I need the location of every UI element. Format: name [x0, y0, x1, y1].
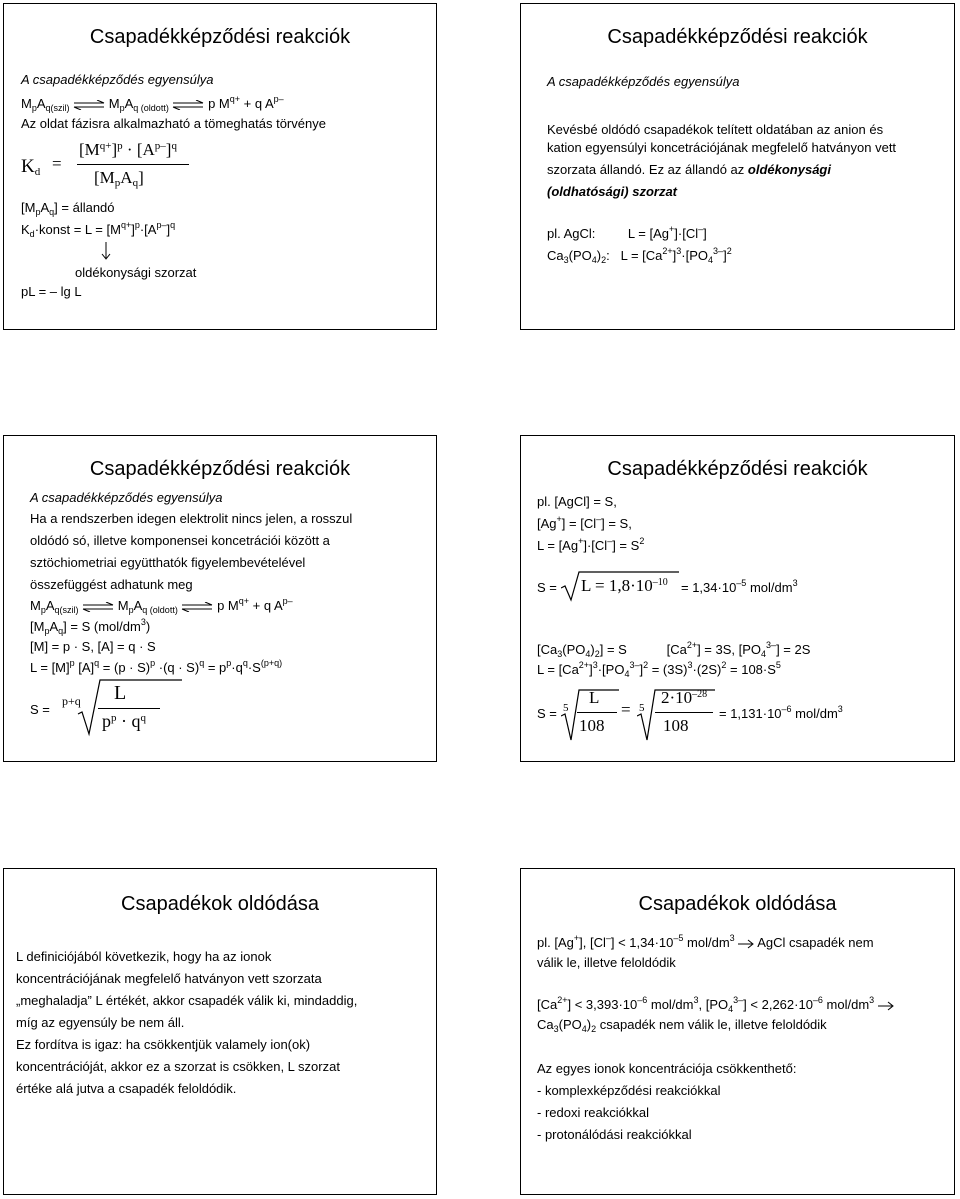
s-label: S =: [537, 580, 557, 595]
equilibrium-equation: $M_pA_{q(szil)}$ $M_pA_{q (oldott)}$ p $M^{q+} + q$ $A^{p-}$: [30, 596, 293, 615]
example-line: válik le, illetve feloldódik: [537, 955, 676, 970]
radical-index: 5: [639, 702, 645, 714]
formula-numerator: L: [114, 682, 127, 704]
equals-sign: =: [52, 154, 62, 173]
paragraph-line: (oldhatósági) szorzat: [547, 184, 678, 199]
paragraph-line: Ha a rendszerben idegen elektrolit nincs jelen, a rosszul: [30, 511, 353, 526]
concentration-line: $[M_pA_q] = S$ $(mol/dm^3)$: [30, 617, 151, 636]
slide-title: Csapadékképződési reakciók: [607, 458, 868, 480]
ion-concentration-line: [M] = p · S, [A] = q · S: [30, 639, 156, 654]
list-item: - redoxi reakciókkal: [537, 1105, 649, 1120]
ion-line: [Ag+] = [Cl–] = S,: [537, 514, 632, 531]
example-line: $[Ca^{2+}] < 3,393\cdot 10^{-6}$ mol/$dm^3$, $[PO_4^{3-}] < 2,262\cdot 10^{-6}$ mol/$dm^3$: [537, 997, 894, 1013]
pl-line: pL = – lg L: [21, 284, 82, 299]
paragraph-line: „meghaladja” L értékét, akkor csapadék válik ki, mindaddig,: [16, 993, 358, 1008]
ca3po42-line: $[Ca_3(PO_4)_2] = S$ $[Ca^{2+}] = 3S$, $[PO_4^{3-}] = 2S$: [537, 640, 811, 659]
list-item: - protonálódási reakciókkal: [537, 1127, 692, 1142]
l-line: $L = [Ag^+]\cdot[Cl^-] = S^2$: [537, 536, 645, 553]
radical-index: p+q: [62, 694, 81, 708]
formula-denominator: 108: [579, 716, 605, 735]
paragraph-line: koncentrációját, akkor ez a szorzat is csökken, L szorzat: [16, 1059, 340, 1074]
fraction-line: [655, 712, 713, 713]
slide-title: Csapadékok oldódása: [121, 893, 319, 915]
equilibrium-equation: $M_pA_{q(szil)}$ $M_pA_{q (oldott)}$ p $M^{q+} + q$ $A^{p-}$: [21, 94, 284, 113]
law-text: Az oldat fázisra alkalmazható a tömeghatás törvénye: [21, 116, 326, 131]
formula-denominator: 108: [663, 716, 689, 735]
slide-title: Csapadékképződési reakciók: [607, 26, 868, 48]
s-formula: $L = 1,8\cdot 10^{-10}$: [581, 576, 668, 595]
slide-title: Csapadékok oldódása: [638, 893, 837, 915]
equals-sign: =: [621, 700, 631, 719]
paragraph-line: L definiciójából következik, hogy ha az ionok: [16, 949, 272, 964]
paragraph-line: Ez fordítva is igaz: ha csökkentjük valamely ion(ok): [16, 1037, 311, 1052]
slide-4: [520, 435, 955, 762]
ca3po42-l-line: $L = [Ca^{2+}]^3\cdot[PO_4^{3-}]^2 = (3S)^3\cdot(2S)^2 = 108\cdot S^5$: [537, 660, 781, 679]
arrow-right-icon: [738, 939, 754, 949]
slide-title: Csapadékképződési reakciók: [89, 458, 351, 480]
radical-index: 5: [563, 702, 569, 714]
solubility-product-label: oldékonysági szorzat: [75, 265, 197, 280]
s-result: = $1,34\cdot 10^{-5}$ mol/$dm^3$: [681, 578, 798, 595]
paragraph-line: összefüggést adhatunk meg: [30, 577, 193, 592]
fraction-line: [98, 708, 160, 709]
solubility-product-line: $L = [M]^p$ $[A]^q = (p \cdot S)^p \cdot(q \cdot S)^q = p^p\cdot q^q\cdot S^{(p+q)}$: [30, 658, 283, 675]
paragraph-line: oldódó só, illetve komponensei koncetrációi között a: [30, 533, 330, 548]
slide-title: Csapadékképződési reakciók: [89, 26, 351, 48]
s2-label: S =: [537, 706, 557, 721]
paragraph-line: míg az egyensúly be nem áll.: [16, 1015, 185, 1030]
equilibrium-arrow-icon: [172, 100, 204, 110]
formula-numerator: L: [589, 688, 600, 707]
list-title: Az egyes ionok koncentrációja csökkenthető:: [537, 1061, 797, 1076]
equilibrium-arrow-icon: [82, 602, 114, 612]
example-line: pl. [AgCl] = S,: [537, 494, 617, 509]
paragraph-line: szorzata állandó. Ez az állandó az oldékonysági: [547, 162, 831, 177]
slide-6: [520, 868, 955, 1195]
s2-result: = $1,131\cdot 10^{-6}$ mol/$dm^3$: [719, 704, 843, 721]
down-arrow-icon: [100, 242, 112, 260]
paragraph-line: koncentrációjának megfelelő hatványon vett szorzata: [16, 971, 322, 986]
example-ca3po42: $Ca_3(PO_4)_2$: $L = [Ca^{2+}]^3\cdot[PO_4^{3-}]^2$: [547, 246, 732, 265]
kd-symbol: $K_d$: [21, 156, 41, 178]
konst-line: $K_d\cdot konst = L = [M^{q+}]^p\cdot[A^{p-}]^q$: [21, 220, 176, 239]
slide-1: [3, 3, 437, 330]
constant-line: $[M_pA_q]$ = állandó: [21, 200, 115, 217]
slide-subtitle: A csapadékképződés egyensúlya: [30, 490, 223, 505]
example-line: $Ca_3(PO_4)_2$ csapadék nem válik le, illetve feloldódik: [537, 1017, 827, 1034]
formula-denominator: $p^p \cdot q^q$: [102, 711, 146, 731]
list-item: - komplexképződési reakciókkal: [537, 1083, 721, 1098]
slide-3: [3, 435, 437, 762]
example-line: pl. [Ag+], $[Cl^-] < 1,34\cdot 10^{-5}$ mol/$dm^3$ AgCl csapadék nem: [537, 933, 874, 950]
slide-subtitle: A csapadékképződés egyensúlya: [21, 72, 214, 87]
example-agcl: pl. AgCl: L = [Ag+]·[Cl–]: [547, 224, 707, 241]
slide-5: [3, 868, 437, 1195]
paragraph-line: sztöchiometriai együtthatók figyelembevételével: [30, 555, 306, 570]
paragraph-line: Kevésbé oldódó csapadékok telített oldatában az anion és: [547, 122, 884, 137]
s-label: S =: [30, 702, 50, 717]
kd-denominator: $[M_pA_q]$: [94, 168, 144, 189]
paragraph-line: kation egyensúlyi koncetrációjának megfelelő hatványon vett: [547, 140, 897, 155]
fraction-line: [77, 164, 189, 165]
fraction-line: [577, 712, 617, 713]
slide-subtitle: A csapadékképződés egyensúlya: [547, 74, 740, 89]
equilibrium-arrow-icon: [73, 100, 105, 110]
arrow-right-icon: [878, 1001, 894, 1011]
equilibrium-arrow-icon: [181, 602, 213, 612]
formula-numerator: $2\cdot 10^{-28}$: [661, 688, 708, 707]
kd-numerator: $[M^{q+}]^p \cdot [A^{p-}]^q$: [79, 140, 177, 159]
slide-2: [520, 3, 955, 330]
paragraph-line: értéke alá jutva a csapadék feloldódik.: [16, 1081, 237, 1096]
